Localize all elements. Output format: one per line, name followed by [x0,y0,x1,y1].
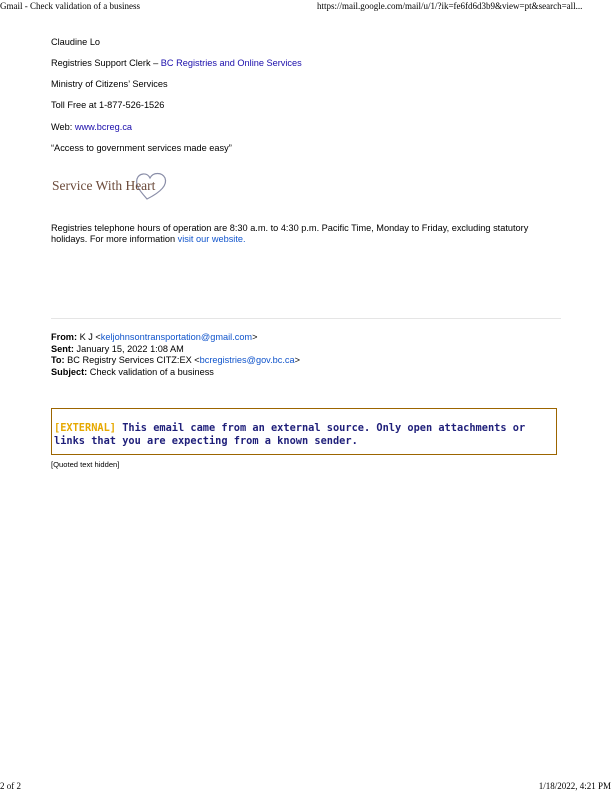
to-label: To: [51,355,65,366]
from-row [51,332,300,344]
to-email-link[interactable]: bcregistries@gov.bc.ca [199,355,295,366]
bcreg-website-link[interactable]: www.bcreg.ca [74,122,133,132]
signature-toll-free: Toll Free at 1-877-526-1526 [51,100,165,110]
signature-name: Claudine Lo [51,37,101,47]
logo-text: Service With Heart [52,178,156,193]
print-page-url: https://mail.google.com/mail/u/1/?ik=fe6fd6d3b9&view=pt&search=all... [317,1,583,11]
print-page-title: Gmail - Check validation of a business [0,1,140,11]
external-tag: [EXTERNAL] [54,422,116,434]
print-page-number: 2 of 2 [0,781,21,791]
visit-website-link[interactable]: visit our website. [177,234,246,244]
subject-row [51,367,300,379]
signature-role [51,58,302,69]
subject-label: Subject: [51,367,88,378]
sent-label: Sent: [51,343,74,354]
external-message: This email came from an external source. Only open attachments or links that you are expecting from a known sender. [54,422,526,447]
office-hours-notice [51,223,561,245]
signature-web [51,122,132,133]
to-row [51,355,300,367]
registries-link[interactable]: BC Registries and Online Services [160,58,302,68]
print-datetime: 1/18/2022, 4:21 PM [538,781,611,791]
sent-value: January 15, 2022 1:08 AM [73,343,184,354]
from-label: From: [51,332,78,342]
external-sender-warning [51,408,557,455]
to-name: BC Registry Services CITZ:EX < [64,355,200,366]
quoted-text-hidden-toggle[interactable]: [Quoted text hidden] [51,460,120,469]
service-with-heart-logo [51,169,171,203]
forwarded-header [51,332,300,379]
signature-web-prefix: Web: [51,122,75,132]
forward-divider [51,318,561,319]
office-hours-text: Registries telephone hours of operation are 8:30 a.m. to 4:30 p.m. Pacific Time, Monday to Friday, excluding statutory holidays. For more information [51,223,529,244]
from-email-link[interactable]: keljohnsontransportation@gmail.com [100,332,253,342]
to-suffix: > [294,355,300,366]
subject-value: Check validation of a business [87,367,214,378]
signature-role-prefix: Registries Support Clerk – [51,58,161,68]
signature-ministry: Ministry of Citizens’ Services [51,79,168,89]
sent-row [51,344,300,356]
from-suffix: > [252,332,258,342]
from-name: K J < [77,332,101,342]
signature-motto: “Access to government services made easy” [51,143,232,153]
